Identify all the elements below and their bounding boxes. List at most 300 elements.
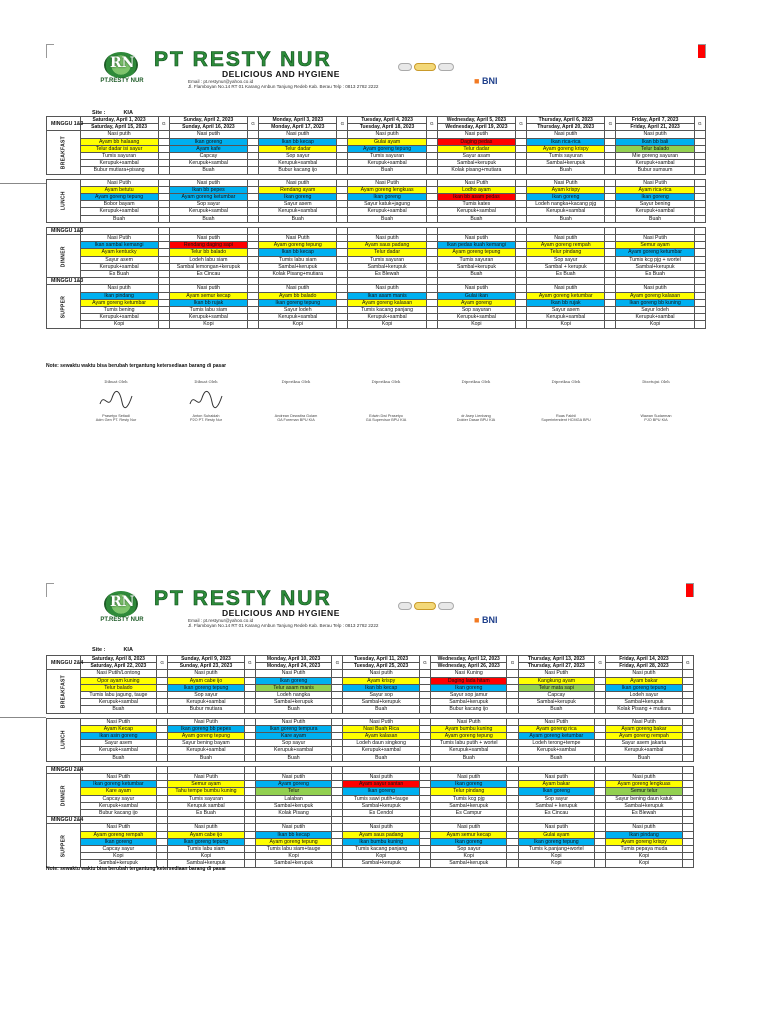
menu-item: Sambal+kerupuk — [527, 160, 605, 167]
g-marker: G — [419, 656, 430, 670]
company-contact — [188, 618, 448, 629]
g-cell — [332, 670, 343, 677]
menu-item: Gulai ayam — [348, 138, 426, 145]
g-cell — [605, 194, 616, 201]
g-cell — [248, 215, 259, 222]
menu-item: Sayur bening — [616, 201, 694, 208]
menu-item: Rendang ayam — [259, 186, 337, 193]
menu-item: Kerupuk sambal — [168, 802, 244, 809]
g-cell — [682, 725, 693, 732]
g-cell — [248, 314, 259, 321]
empty-cell — [332, 766, 343, 773]
g-cell — [605, 215, 616, 222]
menu-item: Kopi — [518, 853, 594, 860]
g-cell — [605, 314, 616, 321]
g-cell — [595, 718, 606, 725]
menu-item: Capcay — [169, 153, 247, 160]
menu-date: Monday, April 10, 2023 — [255, 656, 331, 663]
menu-item: Nasi Putih — [527, 179, 605, 186]
g-cell — [337, 167, 348, 174]
menu-item: Ayam rica-rica — [616, 186, 694, 193]
menu-item: Nasi putih — [343, 670, 419, 677]
empty-cell — [682, 817, 693, 824]
menu-item: Sayur lodeh — [259, 307, 337, 314]
signature — [432, 380, 520, 423]
menu-item: Ikan goreng — [259, 194, 337, 201]
menu-item: Nasi Putih — [80, 718, 156, 725]
menu-item: Sambal+kerupuk — [255, 699, 331, 706]
g-cell — [515, 235, 526, 242]
g-cell — [605, 249, 616, 256]
g-cell — [426, 235, 437, 242]
g-cell — [332, 824, 343, 831]
menu-item: Kopi — [80, 853, 156, 860]
g-cell — [426, 145, 437, 152]
g-cell — [507, 684, 518, 691]
menu-item: Buah — [616, 215, 694, 222]
menu-item: Kerupuk+sambal — [169, 314, 247, 321]
signature-role: Dibuat Oleh — [104, 379, 128, 384]
menu-row — [47, 167, 706, 174]
menu-item: Ayam goreng ketumbar — [616, 249, 694, 256]
g-cell — [244, 718, 255, 725]
site-line: Site : KIA — [92, 647, 133, 653]
menu-item: Buah — [169, 215, 247, 222]
menu-item: Nasi putih — [431, 824, 507, 831]
g-cell — [244, 706, 255, 713]
menu-item: Sambal+kerupuk — [437, 263, 515, 270]
menu-item: Ayam goreng rempah — [606, 733, 682, 740]
g-cell — [515, 242, 526, 249]
menu-date: Wednesday, April 5, 2023 — [437, 117, 515, 124]
g-cell — [515, 131, 526, 138]
empty-cell — [80, 278, 158, 285]
g-cell — [332, 781, 343, 788]
signatory-name: dr Asep Lienbang — [461, 413, 491, 418]
menu-item: Ayam goreng tepung — [431, 733, 507, 740]
menu-row — [47, 838, 694, 845]
menu-item: Telur asam manis — [255, 684, 331, 691]
menu-item: Kare ayam — [255, 733, 331, 740]
g-cell — [694, 299, 705, 306]
g-cell — [332, 733, 343, 740]
g-cell — [248, 249, 259, 256]
g-cell — [248, 186, 259, 193]
empty-cell — [606, 817, 682, 824]
g-cell — [682, 838, 693, 845]
signature-role: Diperiksa Oleh — [371, 379, 401, 384]
empty-cell — [595, 817, 606, 824]
menu-item: Sambal+kerupuk — [348, 263, 426, 270]
g-cell — [337, 208, 348, 215]
g-cell — [332, 831, 343, 838]
menu-row — [47, 670, 694, 677]
g-cell — [694, 160, 705, 167]
g-cell — [244, 670, 255, 677]
menu-item: Kerupuk+sambal — [168, 699, 244, 706]
menu-item: Nasi Putih — [255, 670, 331, 677]
menu-item: Kerupuk+sambal — [259, 160, 337, 167]
menu-row — [47, 307, 706, 314]
menu-item: Buah — [527, 215, 605, 222]
menu-item: Telur dadar — [437, 145, 515, 152]
menu-item: Buah — [518, 754, 594, 761]
signatory-title: Dokter Dasar BPU KIA — [456, 418, 496, 423]
menu-row — [47, 194, 706, 201]
g-cell — [507, 733, 518, 740]
g-cell — [157, 670, 168, 677]
menu-item: Es Cendol — [343, 810, 419, 817]
menu-item: Ikan goreng — [343, 788, 419, 795]
empty-cell — [158, 278, 169, 285]
logo-monogram: RN — [110, 594, 135, 610]
g-marker: G — [682, 656, 693, 670]
menu-item: Nasi Putih — [168, 774, 244, 781]
menu-item: Tumis sayuran — [80, 153, 158, 160]
menu-item: Nasi Putih — [255, 718, 331, 725]
g-cell — [337, 256, 348, 263]
g-cell — [244, 838, 255, 845]
menu-item: Nasi putih — [616, 131, 694, 138]
menu-item: Ikan goreng bb kuning — [616, 299, 694, 306]
g-cell — [515, 167, 526, 174]
g-cell — [157, 699, 168, 706]
g-cell — [158, 131, 169, 138]
g-cell — [595, 838, 606, 845]
menu-item: Nasi putih — [259, 179, 337, 186]
g-cell — [332, 810, 343, 817]
g-cell — [157, 846, 168, 853]
g-cell — [419, 846, 430, 853]
menu-item: Nasi putih — [431, 774, 507, 781]
g-cell — [694, 138, 705, 145]
handwritten-signature — [522, 388, 610, 412]
menu-row — [47, 271, 706, 278]
menu-item: Nasi putih — [348, 235, 426, 242]
menu-item: Telur — [255, 788, 331, 795]
g-cell — [595, 781, 606, 788]
signature — [342, 380, 430, 423]
menu-item: Buah — [259, 215, 337, 222]
empty-cell — [419, 766, 430, 773]
crop-mark — [686, 583, 694, 597]
menu-item: Mie goreng sayuran — [616, 153, 694, 160]
g-cell — [248, 145, 259, 152]
menu-item: Nasi putih — [348, 285, 426, 292]
g-cell — [419, 788, 430, 795]
menu-row — [47, 781, 694, 788]
menu-row — [47, 706, 694, 713]
g-cell — [507, 860, 518, 867]
menu-item: Sayur lodeh — [616, 307, 694, 314]
g-cell — [419, 754, 430, 761]
menu-item: Ayam cabe ijo — [168, 831, 244, 838]
menu-item: Nasi putih — [169, 131, 247, 138]
g-cell — [419, 774, 430, 781]
signature — [522, 380, 610, 423]
company-header — [88, 48, 528, 94]
menu-item: Kerupuk+sambal — [169, 160, 247, 167]
signature-role: Dibuat Oleh — [194, 379, 218, 384]
g-cell — [337, 153, 348, 160]
menu-item: Tumis sayuran — [348, 153, 426, 160]
menu-item: Kopi — [343, 853, 419, 860]
menu-item: Capcay — [518, 692, 594, 699]
g-cell — [244, 747, 255, 754]
g-cell — [244, 733, 255, 740]
menu-item: Nasi putih — [259, 285, 337, 292]
g-cell — [158, 271, 169, 278]
g-cell — [248, 321, 259, 328]
menu-item: Kerupuk+sambal — [437, 208, 515, 215]
menu-item: Sayur bening bayam — [168, 740, 244, 747]
menu-item: Lalaban — [255, 795, 331, 802]
signatory-name: Prasetyo Setiadi — [102, 413, 130, 418]
signatory-title: Superintendent HCMGA BPU — [541, 418, 591, 423]
g-cell — [515, 307, 526, 314]
menu-item: Ayam bakar — [518, 781, 594, 788]
menu-item: Semur telur — [606, 788, 682, 795]
handwritten-signature — [252, 388, 340, 412]
g-cell — [595, 754, 606, 761]
menu-item: Ayam bumbu kuning — [431, 725, 507, 732]
g-cell — [419, 677, 430, 684]
menu-date: Tuesday, April 11, 2023 — [343, 656, 419, 663]
menu-item: Tumis labu siam — [169, 307, 247, 314]
menu-row — [47, 846, 694, 853]
menu-item: Kolak Pisang + mutiara — [606, 706, 682, 713]
menu-item: Ayam goreng tepung — [255, 838, 331, 845]
menu-item: Nasi putih — [527, 285, 605, 292]
g-cell — [507, 725, 518, 732]
menu-item: Sambal+kerupuk — [431, 802, 507, 809]
menu-row — [47, 138, 706, 145]
signatory-title: P2O PT. Resty Nur — [189, 418, 223, 423]
g-cell — [515, 194, 526, 201]
g-marker: G — [337, 117, 348, 131]
menu-item: Tahu tempe bumbu kuning — [168, 788, 244, 795]
halal-badge-icon — [414, 63, 436, 71]
menu-item: Sop sayur — [518, 795, 594, 802]
g-cell — [507, 692, 518, 699]
g-cell — [337, 179, 348, 186]
menu-row — [47, 725, 694, 732]
menu-item: Nasi Putih — [259, 235, 337, 242]
g-cell — [694, 307, 705, 314]
menu-item: Sop sayur — [527, 256, 605, 263]
menu-item: Nasi putih — [437, 235, 515, 242]
g-cell — [248, 194, 259, 201]
company-header — [88, 587, 528, 633]
menu-item: Ayam goreng kalasan — [616, 292, 694, 299]
menu-item: Ikan bb asam pedas — [437, 194, 515, 201]
g-cell — [426, 285, 437, 292]
g-cell — [332, 706, 343, 713]
menu-item: Kopi — [527, 321, 605, 328]
g-cell — [694, 235, 705, 242]
menu-item: Nasi putih — [168, 824, 244, 831]
g-cell — [332, 754, 343, 761]
g-cell — [694, 314, 705, 321]
g-cell — [337, 235, 348, 242]
menu-item: Tumis kcg pjg + wortel — [616, 256, 694, 263]
g-cell — [515, 160, 526, 167]
g-cell — [694, 215, 705, 222]
meal-label-supper: SUPPER — [47, 285, 81, 328]
menu-item: Buah — [80, 215, 158, 222]
menu-row — [47, 145, 706, 152]
menu-item: Ikan bb bali — [616, 138, 694, 145]
g-cell — [515, 186, 526, 193]
menu-item: Sambal lemongan+kerupuk — [169, 263, 247, 270]
bank-logo: ■ BNI — [474, 615, 498, 625]
menu-item: Ayam bakar — [606, 677, 682, 684]
menu-row — [47, 215, 706, 222]
menu-item: Kopi — [169, 321, 247, 328]
menu-item: Kopi — [168, 853, 244, 860]
menu-item: Sambal+kerupuk — [437, 160, 515, 167]
menu-item: Nasi Putih — [168, 718, 244, 725]
menu-item: Nasi Putih — [80, 235, 158, 242]
g-cell — [426, 153, 437, 160]
g-cell — [244, 802, 255, 809]
menu-item: Nasi putih — [527, 131, 605, 138]
menu-item: Lodho ayam — [437, 186, 515, 193]
g-cell — [595, 788, 606, 795]
menu-item: Ayam Kecap — [80, 725, 156, 732]
menu-item: Tumis labu putih + wortel — [431, 740, 507, 747]
menu-item: Bubur kacang ijo — [80, 810, 156, 817]
menu-item: Ikan bb pepes — [169, 186, 247, 193]
company-email: Email : pt.restynur@yahoo.co.id — [188, 79, 254, 84]
g-cell — [595, 846, 606, 853]
menu-date: Monday, April 3, 2023 — [259, 117, 337, 124]
g-cell — [595, 706, 606, 713]
g-cell — [515, 145, 526, 152]
menu-item: Sayur sop jamur — [431, 692, 507, 699]
menu-item: Ayam krispy — [343, 677, 419, 684]
menu-item: Buah — [437, 271, 515, 278]
g-cell — [515, 138, 526, 145]
g-cell — [507, 699, 518, 706]
g-cell — [515, 299, 526, 306]
g-cell — [605, 321, 616, 328]
menu-item: Nasi Putih — [80, 824, 156, 831]
menu-item: Nasi putih — [527, 235, 605, 242]
menu-item: Nasi putih — [606, 824, 682, 831]
signatory-name: Edwin Dwi Prasetyo — [369, 413, 403, 418]
week-label-row — [47, 766, 694, 773]
menu-item: Lodeh terong+tempe — [518, 740, 594, 747]
menu-item: Sambal+kerupuk — [80, 860, 156, 867]
empty-cell — [348, 227, 426, 234]
g-cell — [158, 299, 169, 306]
company-name: PT RESTY NUR — [154, 587, 332, 610]
g-cell — [332, 725, 343, 732]
empty-cell — [337, 227, 348, 234]
menu-date: Saturday, April 1, 2023 — [80, 117, 158, 124]
g-cell — [419, 747, 430, 754]
menu-item: Nasi Putih — [80, 774, 156, 781]
menu-date: Monday, April 17, 2023 — [259, 124, 337, 131]
menu-item: Kerupuk+sambal — [431, 747, 507, 754]
menu-row — [47, 853, 694, 860]
g-cell — [605, 256, 616, 263]
menu-row — [47, 235, 706, 242]
weekly-menu-table — [46, 655, 694, 868]
menu-item: Nasi putih — [169, 235, 247, 242]
g-cell — [158, 249, 169, 256]
menu-item: Sop sayur — [169, 201, 247, 208]
g-cell — [248, 160, 259, 167]
g-cell — [244, 692, 255, 699]
menu-item: Ayam sayur santan — [343, 781, 419, 788]
g-cell — [694, 263, 705, 270]
cert-badge-icon — [398, 602, 412, 610]
g-cell — [426, 307, 437, 314]
menu-date: Wednesday, April 12, 2023 — [431, 656, 507, 663]
menu-date: Friday, April 14, 2023 — [606, 656, 682, 663]
g-cell — [605, 292, 616, 299]
signatory-name: Wawan Sudarman — [640, 413, 672, 418]
g-cell — [595, 831, 606, 838]
g-cell — [337, 215, 348, 222]
g-cell — [682, 677, 693, 684]
signatory-title: PJO BPU KIA — [644, 418, 668, 423]
g-cell — [332, 684, 343, 691]
menu-item: Ikan goreng tepung — [168, 684, 244, 691]
signature-role: Disetujui Oleh — [642, 379, 670, 384]
menu-date: Friday, April 7, 2023 — [616, 117, 694, 124]
menu-item: Nasi Putih — [606, 718, 682, 725]
g-cell — [337, 242, 348, 249]
menu-item: Kerupuk+sambal — [80, 802, 156, 809]
signature — [612, 380, 700, 423]
menu-item: Ikan goreng ketumbar — [80, 781, 156, 788]
menu-item: Kolak Pisang — [255, 810, 331, 817]
menu-date: Sunday, April 2, 2023 — [169, 117, 247, 124]
g-cell — [426, 249, 437, 256]
menu-item: Nasi Putih — [343, 718, 419, 725]
g-cell — [244, 846, 255, 853]
menu-item: Tumis k.panjang+wortel — [518, 846, 594, 853]
signatory-name: Andrean Dewaltra Golam — [274, 413, 318, 418]
menu-row — [47, 692, 694, 699]
handwritten-signature — [162, 388, 250, 412]
g-cell — [332, 795, 343, 802]
g-cell — [337, 271, 348, 278]
menu-item: Sambal+kerupuk — [606, 802, 682, 809]
menu-item: Telur dadar — [348, 249, 426, 256]
menu-item: Es Buah — [616, 271, 694, 278]
menu-item: Buah — [255, 706, 331, 713]
menu-row — [47, 292, 706, 299]
empty-cell — [682, 766, 693, 773]
menu-item: Telur balado — [80, 684, 156, 691]
empty-cell — [343, 817, 419, 824]
g-cell — [157, 706, 168, 713]
menu-item: Sambal+kerupuk — [518, 699, 594, 706]
week-label: MINGGU 2&4 — [47, 766, 81, 773]
menu-item: Sambal+kerupuk — [431, 860, 507, 867]
menu-item: Opor ayam kuning — [80, 677, 156, 684]
company-name: PT RESTY NUR — [154, 48, 332, 71]
menu-item: Tumis kates — [437, 201, 515, 208]
menu-item: Kerupuk+sambal — [343, 747, 419, 754]
g-cell — [158, 153, 169, 160]
empty-cell — [606, 766, 682, 773]
menu-item: Sop sayur — [168, 692, 244, 699]
